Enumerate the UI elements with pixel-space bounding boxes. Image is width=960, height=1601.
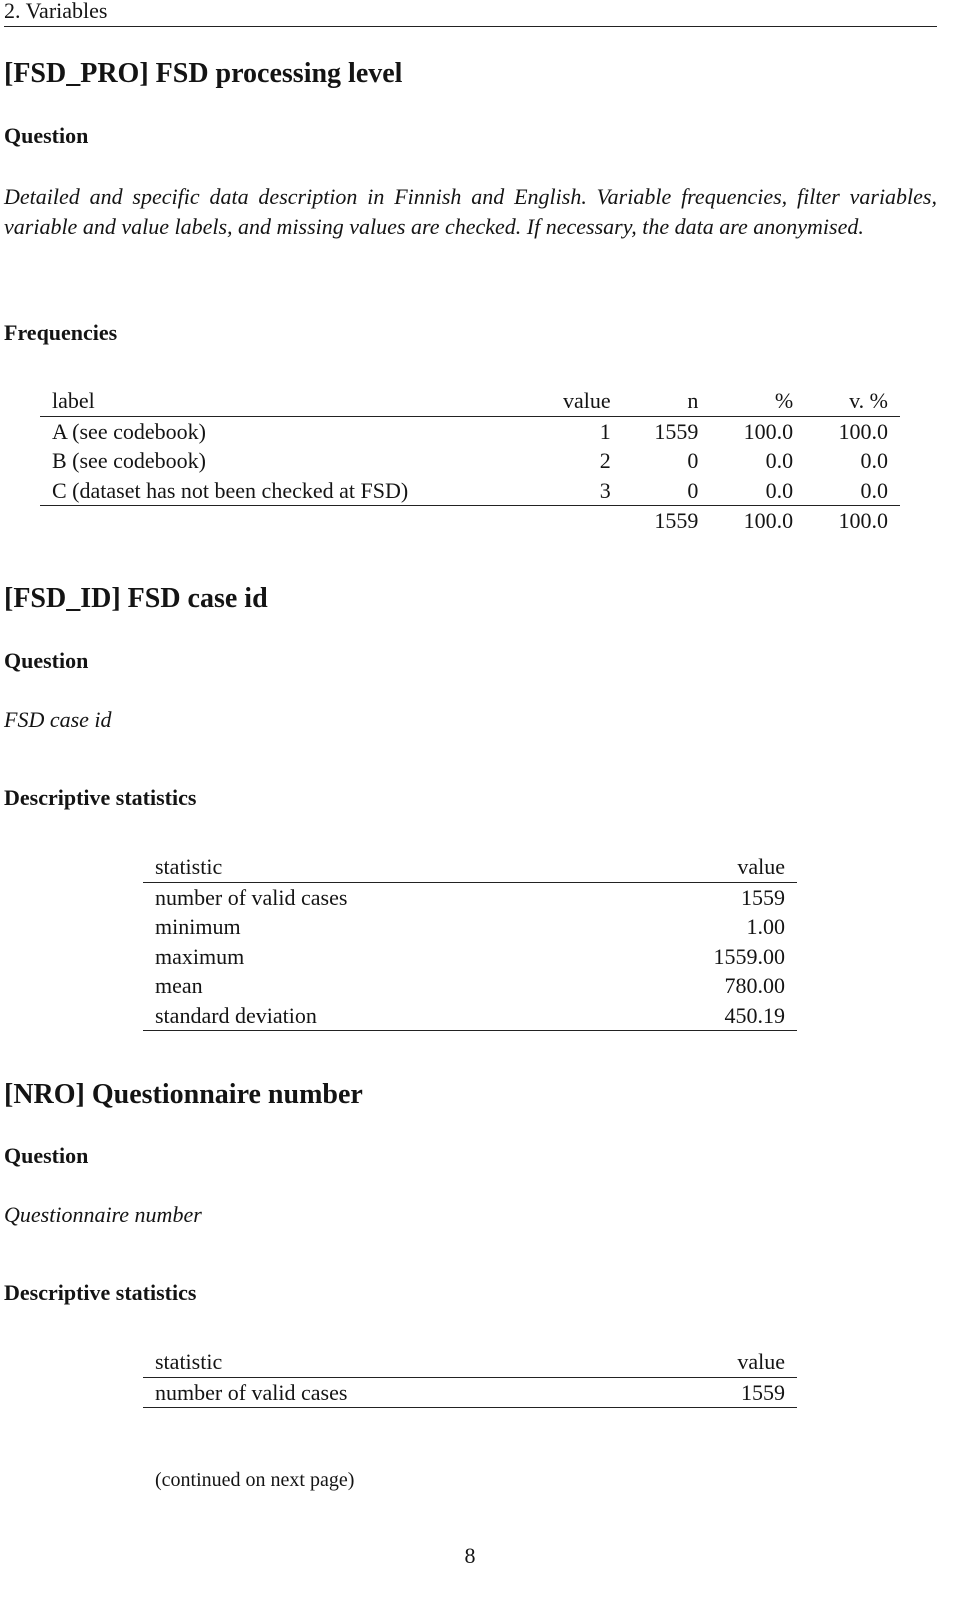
table-row — [143, 882, 797, 912]
frequencies-heading: Frequencies — [4, 320, 118, 345]
variable-title-nro: [NRO] Questionnaire number — [4, 1079, 363, 1110]
cell-value: 1559.00 — [713, 943, 785, 969]
descriptive-statistics-heading: Descriptive statistics — [4, 785, 197, 810]
running-head: 2. Variables — [4, 0, 108, 23]
total-row — [40, 506, 900, 536]
cell-valid-percent: 0.0 — [860, 448, 888, 473]
cell-value: 1 — [599, 418, 611, 444]
cell-label: C (dataset has not been checked at FSD) — [40, 476, 530, 506]
question-text: FSD case id — [4, 707, 112, 732]
cell-statistic: mean — [155, 973, 203, 998]
question-heading: Question — [4, 648, 89, 673]
variable-title-fsd-pro: [FSD_PRO] FSD processing level — [4, 58, 403, 89]
frequencies-table — [40, 386, 900, 536]
question-text: Questionnaire number — [4, 1202, 202, 1227]
cell-percent: 0.0 — [710, 476, 805, 506]
descriptive-statistics-heading: Descriptive statistics — [4, 1280, 197, 1305]
table-row — [143, 912, 797, 942]
page-number: 8 — [464, 1543, 476, 1568]
total-n: 1559 — [654, 508, 699, 533]
variable-title-fsd-id: [FSD_ID] FSD case id — [4, 583, 268, 614]
cell-n: 0 — [623, 476, 711, 506]
cell-value: 2 — [599, 448, 611, 473]
question-heading: Question — [4, 123, 89, 148]
table-row — [40, 446, 900, 476]
cell-value: 3 — [530, 476, 622, 506]
cell-n: 0 — [687, 448, 699, 473]
cell-value: 1559 — [634, 1377, 797, 1408]
cell-statistic: minimum — [155, 914, 241, 939]
header-rule — [4, 26, 937, 27]
total-percent: 100.0 — [743, 508, 794, 533]
cell-statistic: standard deviation — [143, 1001, 597, 1031]
cell-percent: 0.0 — [765, 448, 794, 473]
cell-label: B (see codebook) — [52, 448, 206, 473]
cell-statistic: number of valid cases — [143, 1377, 634, 1408]
column-header-n: n — [623, 386, 711, 416]
cell-statistic: number of valid cases — [155, 884, 348, 910]
table-row — [40, 476, 900, 506]
table-header-row — [143, 1347, 797, 1377]
cell-percent: 100.0 — [743, 418, 794, 444]
question-text: Detailed and specific data description in Finnish and English. Variable frequencies, filter variables, variable and value labels, and missing values are checked. If necessary, the data are anonymised. — [4, 184, 937, 239]
total-label — [40, 506, 530, 536]
table-row — [143, 1001, 797, 1031]
column-header-label: label — [40, 386, 530, 416]
table-row — [40, 416, 900, 446]
table-row — [143, 971, 797, 1001]
cell-n: 1559 — [654, 418, 699, 444]
continued-note: (continued on next page) — [155, 1469, 355, 1491]
table-row — [143, 1377, 797, 1408]
cell-statistic: maximum — [155, 943, 245, 969]
column-header-statistic: statistic — [143, 852, 597, 882]
total-valid-percent: 100.0 — [838, 508, 888, 533]
table-header-row — [40, 386, 900, 416]
column-header-valid-percent: v. % — [805, 386, 900, 416]
question-heading: Question — [4, 1143, 89, 1168]
cell-value: 450.19 — [597, 1001, 797, 1031]
cell-value: 780.00 — [724, 973, 785, 998]
column-header-statistic: statistic — [143, 1347, 634, 1377]
cell-value: 1.00 — [746, 914, 785, 939]
table-row — [143, 942, 797, 972]
table-header-row — [143, 852, 797, 882]
cell-label: A (see codebook) — [52, 418, 206, 444]
column-header-percent: % — [710, 386, 805, 416]
cell-value: 1559 — [741, 884, 785, 910]
column-header-value: value — [634, 1347, 797, 1377]
column-header-value: value — [597, 852, 797, 882]
column-header-value: value — [530, 386, 622, 416]
cell-valid-percent: 0.0 — [805, 476, 900, 506]
total-value — [530, 506, 622, 536]
cell-valid-percent: 100.0 — [838, 418, 888, 444]
descriptive-statistics-table — [143, 852, 797, 1031]
descriptive-statistics-table — [143, 1347, 797, 1408]
